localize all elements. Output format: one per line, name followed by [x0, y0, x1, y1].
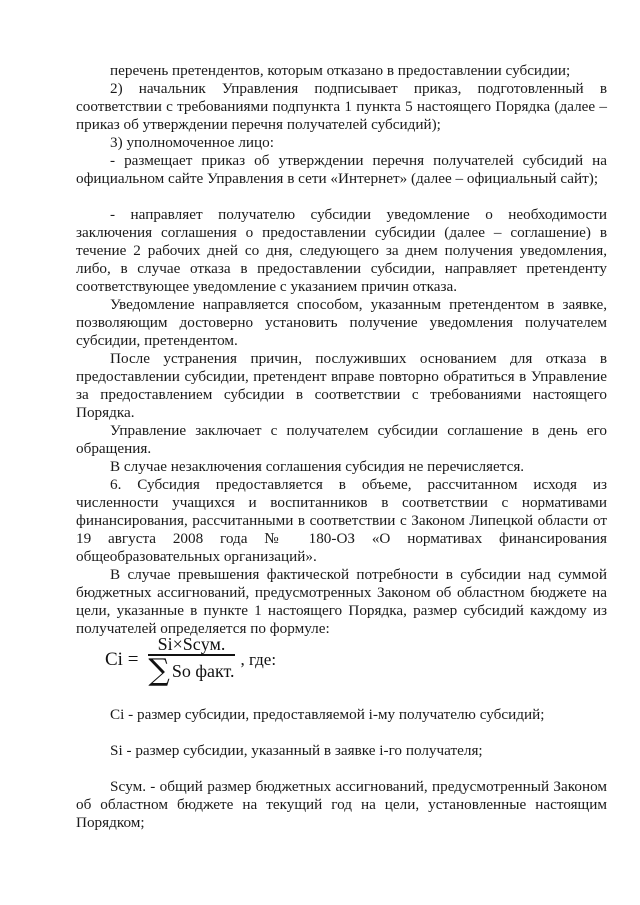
paragraph-item-3: 3) уполномоченное лицо: [110, 134, 274, 151]
paragraph-rejected-list: перечень претендентов, которым отказано в предоставлении субсидии; [110, 62, 571, 79]
paragraph-agreement-day: Управление заключает с получателем субсидии соглашение в день его обращения. [76, 422, 607, 457]
definition-si: Si - размер субсидии, указанный в заявке i-го получателя; [110, 742, 483, 759]
paragraph-item-2: 2) начальник Управления подписывает приказ, подготовленный в соответствии с требованиями подпункта 1 пункта 5 настоящего Порядка (далее – приказ об утверждении перечня получателей субсидий); [76, 80, 607, 133]
paragraph-notice-method: Уведомление направляется способом, указанным претендентом в заявке, позволяющим достоверно установить получение уведомления получателем субсидии, претендентом. [76, 296, 607, 349]
formula-lhs: Ci = [105, 649, 139, 670]
formula-fraction [148, 634, 235, 688]
definition-scum: Scум. - общий размер бюджетных ассигнований, предусмотренный Законом об областном бюджете на текущий год на цели, установленные настоящим Порядком; [76, 778, 607, 831]
paragraph-no-agreement: В случае незаключения соглашения субсидия не перечисляется. [110, 458, 525, 475]
paragraph-send-notice: - направляет получателю субсидии уведомление о необходимости заключения соглашения о предоставлении субсидии (далее – соглашение) в течение 2 рабочих дней со дня, следующего за днем получения уведомления, либо, в случае отказа в предоставлении субсидии, направляет претенденту соответствующее уведомление с указанием причин отказа. [76, 206, 607, 295]
subsidy-formula [105, 634, 365, 686]
paragraph-excess-need: В случае превышения фактической потребности в субсидии над суммой бюджетных ассигнований, предусмотренных Законом об областном бюджете на цели, указанные в пункте 1 настоящего Порядка, размер субсидий каждому из получателей определяется по формуле: [76, 566, 607, 637]
formula-denominator: So факт. [171, 660, 235, 681]
formula-numerator: Si×Scум. [157, 634, 226, 655]
sigma-symbol: ∑ [148, 652, 170, 688]
formula-denominator-group [148, 652, 235, 688]
paragraph-after-fix: После устранения причин, послуживших основанием для отказа в предоставлении субсидии, претендент вправе повторно обратиться в Управление за предоставлением субсидии в соответствии с требованиями настоящего Порядка. [76, 350, 607, 421]
paragraph-item-6: 6. Субсидия предоставляется в объеме, рассчитанном исходя из численности учащихся и воспитанников в соответствии с нормативами финансирования, рассчитанными в соответствии с Законом Липецкой области от 19 августа 2008 года № 180-ОЗ «О нормативах финансирования общеобразовательных организаций». [76, 476, 607, 565]
definition-ci: Ci - размер субсидии, предоставляемой i-му получателю субсидий; [110, 706, 545, 723]
paragraph-publish-order: - размещает приказ об утверждении перечня получателей субсидий на официальном сайте Управления в сети «Интернет» (далее – официальный сайт); [76, 152, 607, 187]
formula-tail: , где: [240, 650, 277, 669]
